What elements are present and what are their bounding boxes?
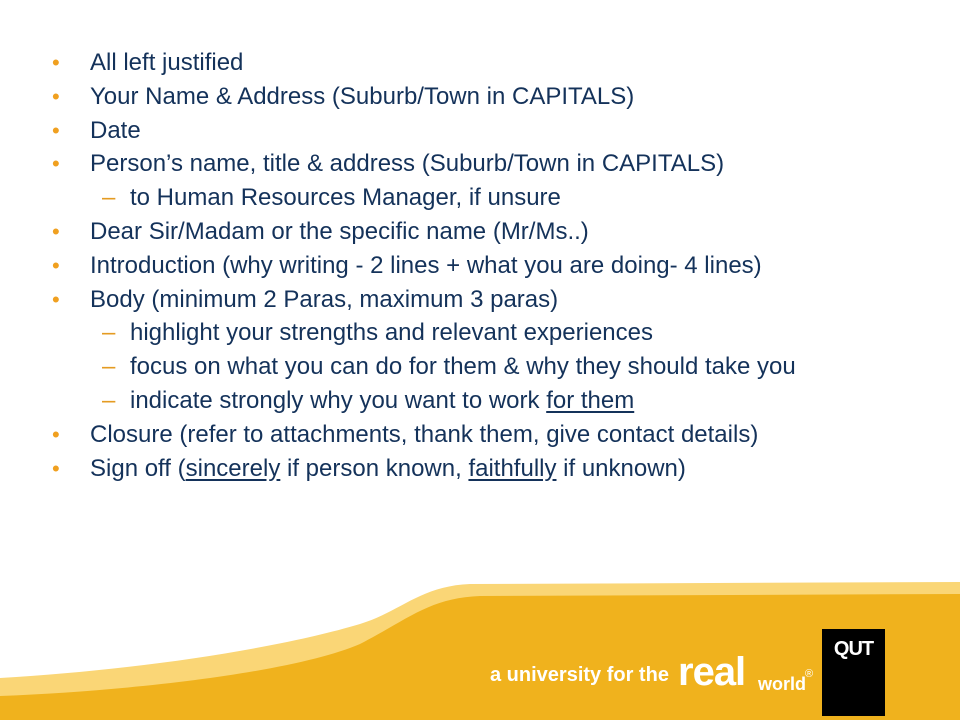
bullet-text — [90, 455, 686, 482]
bullet-dot-icon: • — [52, 117, 60, 143]
dash-icon: – — [102, 353, 116, 381]
bullet-item — [52, 283, 932, 317]
text-run: if person known, — [280, 454, 469, 482]
text-run: focus on what you can do for them & why they should take you — [130, 353, 796, 381]
bullet-text — [130, 181, 932, 215]
bullet-text — [130, 384, 932, 418]
text-run: Sign off ( — [90, 454, 186, 482]
sub-bullet-item — [52, 181, 932, 215]
text-run: Body (minimum 2 Paras, maximum 3 paras) — [90, 285, 559, 313]
text-run: Closure (refer to attachments, thank them, give contact details) — [90, 420, 759, 448]
bullet-item — [52, 215, 932, 249]
tagline-world: world — [758, 674, 806, 694]
sub-bullet-item — [52, 316, 932, 350]
bullet-dot-icon: • — [52, 421, 60, 447]
bullet-dot-icon: • — [52, 83, 60, 109]
qut-logo-text: QUT — [833, 638, 874, 660]
bullet-item — [52, 46, 932, 80]
underlined-text: for them — [546, 386, 635, 414]
bullet-text — [90, 83, 634, 110]
slide-content — [52, 46, 932, 485]
bullet-text — [90, 150, 724, 177]
bullet-item — [52, 418, 932, 452]
text-run: indicate strongly why you want to work — [130, 386, 547, 414]
sub-bullet-item — [52, 384, 932, 418]
bullet-dot-icon: • — [52, 151, 60, 177]
bullet-dot-icon: • — [52, 455, 60, 481]
bullet-text — [130, 316, 932, 350]
qut-logo — [822, 629, 885, 716]
bullet-item — [52, 114, 932, 148]
tagline-real: real — [678, 650, 746, 694]
dash-icon: – — [102, 319, 116, 347]
bullet-item — [52, 249, 932, 283]
dash-icon: – — [102, 386, 116, 414]
tagline: a university for the — [490, 664, 669, 686]
bullet-text — [90, 252, 762, 279]
text-run: Date — [90, 116, 141, 144]
bullet-dot-icon: • — [52, 50, 60, 75]
text-run: if unknown) — [556, 454, 686, 482]
bullet-text — [90, 218, 589, 245]
bullet-item — [52, 452, 932, 486]
footer-band — [0, 578, 960, 720]
dash-icon: – — [102, 184, 116, 212]
underlined-text: faithfully — [468, 454, 557, 482]
bullet-text — [90, 421, 758, 448]
bullet-text — [90, 117, 141, 144]
bullet-item — [52, 80, 932, 114]
text-run: Introduction (why writing - 2 lines + what you are doing- 4 lines) — [90, 251, 762, 279]
underlined-text: sincerely — [185, 454, 281, 482]
text-run: Dear Sir/Madam or the specific name (Mr/Ms..) — [90, 217, 589, 245]
registered-mark: ® — [805, 668, 814, 680]
bullet-dot-icon: • — [52, 286, 60, 312]
bullet-text — [90, 286, 558, 313]
footer-main-wave — [0, 594, 960, 720]
bullet-dot-icon: • — [52, 218, 60, 244]
bullet-item — [52, 147, 932, 181]
bullet-text — [130, 350, 932, 384]
text-run: Person’s name, title & address (Suburb/Town in CAPITALS) — [90, 150, 725, 178]
sub-bullet-item — [52, 350, 932, 384]
text-run: to Human Resources Manager, if unsure — [130, 184, 561, 212]
text-run: Your Name & Address (Suburb/Town in CAPITALS) — [90, 82, 635, 110]
text-run: highlight your strengths and relevant experiences — [130, 319, 653, 347]
bullet-text — [90, 49, 243, 76]
bullet-dot-icon: • — [52, 252, 60, 278]
text-run: All left justified — [90, 49, 244, 76]
